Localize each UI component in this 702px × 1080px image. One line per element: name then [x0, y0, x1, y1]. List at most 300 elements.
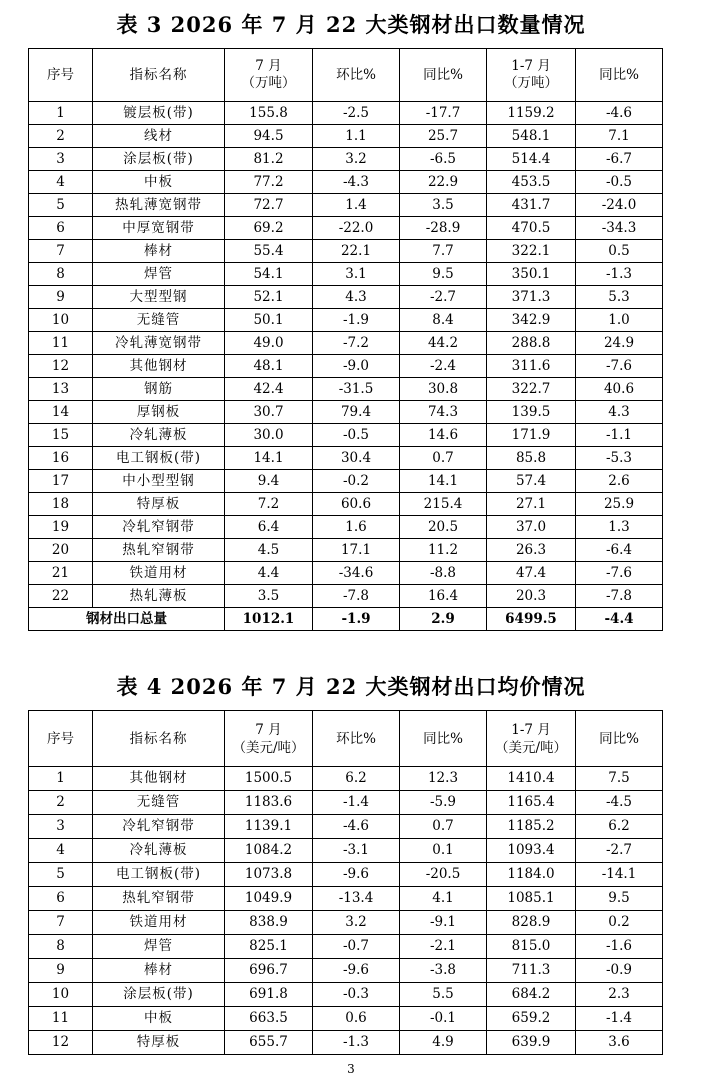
cell-ytd-yoy: -14.1 — [576, 863, 663, 887]
cell-seq: 9 — [29, 959, 93, 983]
cell-ytd: 288.8 — [487, 332, 576, 355]
table-row — [29, 493, 663, 516]
page-number: 3 — [347, 1062, 355, 1076]
cell-seq: 4 — [29, 839, 93, 863]
cell-seq: 20 — [29, 539, 93, 562]
cell-ytd: 659.2 — [487, 1007, 576, 1031]
table-row — [29, 983, 663, 1007]
header-yoy: 同比% — [400, 49, 487, 102]
cell-yoy: -28.9 — [400, 217, 487, 240]
total-month: 1012.1 — [225, 608, 313, 631]
header-name: 指标名称 — [93, 49, 225, 102]
table-row — [29, 286, 663, 309]
cell-yoy: 7.7 — [400, 240, 487, 263]
cell-mom: 3.2 — [313, 911, 400, 935]
cell-seq: 19 — [29, 516, 93, 539]
cell-ytd: 828.9 — [487, 911, 576, 935]
cell-ytd: 20.3 — [487, 585, 576, 608]
cell-name: 热轧薄板 — [93, 585, 225, 608]
table-row — [29, 863, 663, 887]
cell-seq: 3 — [29, 148, 93, 171]
cell-yoy: -0.1 — [400, 1007, 487, 1031]
cell-ytd-yoy: 6.2 — [576, 815, 663, 839]
cell-yoy: 14.1 — [400, 470, 487, 493]
table-row — [29, 447, 663, 470]
cell-mom: 1.4 — [313, 194, 400, 217]
table-row — [29, 125, 663, 148]
cell-name: 热轧窄钢带 — [93, 539, 225, 562]
cell-yoy: -5.9 — [400, 791, 487, 815]
table-row — [29, 470, 663, 493]
cell-mom: 17.1 — [313, 539, 400, 562]
cell-seq: 7 — [29, 911, 93, 935]
cell-month: 1084.2 — [225, 839, 313, 863]
cell-name: 大型型钢 — [93, 286, 225, 309]
cell-month: 52.1 — [225, 286, 313, 309]
table-row — [29, 1031, 663, 1055]
cell-yoy: 8.4 — [400, 309, 487, 332]
cell-name: 其他钢材 — [93, 767, 225, 791]
cell-seq: 16 — [29, 447, 93, 470]
table-row — [29, 332, 663, 355]
cell-ytd: 342.9 — [487, 309, 576, 332]
cell-ytd-yoy: 5.3 — [576, 286, 663, 309]
cell-mom: 0.6 — [313, 1007, 400, 1031]
cell-mom: -13.4 — [313, 887, 400, 911]
cell-seq: 4 — [29, 171, 93, 194]
cell-ytd-yoy: -5.3 — [576, 447, 663, 470]
cell-month: 48.1 — [225, 355, 313, 378]
cell-ytd-yoy: 0.5 — [576, 240, 663, 263]
cell-ytd-yoy: -1.4 — [576, 1007, 663, 1031]
cell-seq: 12 — [29, 1031, 93, 1055]
table-row — [29, 585, 663, 608]
table-row — [29, 171, 663, 194]
header-mom: 环比% — [313, 49, 400, 102]
cell-ytd-yoy: 24.9 — [576, 332, 663, 355]
cell-month: 49.0 — [225, 332, 313, 355]
cell-month: 663.5 — [225, 1007, 313, 1031]
cell-mom: -4.6 — [313, 815, 400, 839]
table-row — [29, 935, 663, 959]
table-row — [29, 401, 663, 424]
cell-yoy: 0.7 — [400, 815, 487, 839]
cell-yoy: 14.6 — [400, 424, 487, 447]
cell-seq: 1 — [29, 102, 93, 125]
cell-ytd-yoy: 4.3 — [576, 401, 663, 424]
cell-month: 4.4 — [225, 562, 313, 585]
cell-ytd-yoy: -1.3 — [576, 263, 663, 286]
cell-yoy: -8.8 — [400, 562, 487, 585]
total-ytd: 6499.5 — [487, 608, 576, 631]
cell-ytd: 322.7 — [487, 378, 576, 401]
cell-month: 1183.6 — [225, 791, 313, 815]
cell-yoy: -2.1 — [400, 935, 487, 959]
header-ytd-line2: （万吨） — [504, 75, 558, 91]
total-mom: -1.9 — [313, 608, 400, 631]
cell-seq: 12 — [29, 355, 93, 378]
cell-name: 中板 — [93, 1007, 225, 1031]
cell-mom: 22.1 — [313, 240, 400, 263]
table-row — [29, 240, 663, 263]
cell-ytd-yoy: -7.6 — [576, 562, 663, 585]
cell-seq: 17 — [29, 470, 93, 493]
cell-month: 9.4 — [225, 470, 313, 493]
table-row — [29, 309, 663, 332]
table-row — [29, 911, 663, 935]
cell-yoy: 16.4 — [400, 585, 487, 608]
cell-month: 72.7 — [225, 194, 313, 217]
cell-month: 655.7 — [225, 1031, 313, 1055]
cell-ytd-yoy: -0.5 — [576, 171, 663, 194]
cell-seq: 21 — [29, 562, 93, 585]
cell-mom: 3.2 — [313, 148, 400, 171]
cell-ytd: 1165.4 — [487, 791, 576, 815]
cell-month: 1049.9 — [225, 887, 313, 911]
total-ytd-yoy: -4.4 — [576, 608, 663, 631]
cell-mom: 4.3 — [313, 286, 400, 309]
cell-ytd-yoy: -4.6 — [576, 102, 663, 125]
cell-mom: -0.2 — [313, 470, 400, 493]
cell-month: 1073.8 — [225, 863, 313, 887]
cell-seq: 1 — [29, 767, 93, 791]
cell-month: 1139.1 — [225, 815, 313, 839]
cell-ytd-yoy: 1.3 — [576, 516, 663, 539]
header-month — [225, 49, 313, 102]
table-row — [29, 839, 663, 863]
cell-yoy: -20.5 — [400, 863, 487, 887]
cell-month: 94.5 — [225, 125, 313, 148]
table3-export-volume — [28, 48, 663, 631]
cell-name: 铁道用材 — [93, 562, 225, 585]
cell-seq: 18 — [29, 493, 93, 516]
table-row — [29, 1007, 663, 1031]
cell-ytd-yoy: -7.8 — [576, 585, 663, 608]
cell-seq: 15 — [29, 424, 93, 447]
cell-yoy: 20.5 — [400, 516, 487, 539]
cell-mom: -7.8 — [313, 585, 400, 608]
cell-seq: 10 — [29, 309, 93, 332]
table-row — [29, 767, 663, 791]
cell-ytd: 1410.4 — [487, 767, 576, 791]
cell-name: 厚钢板 — [93, 401, 225, 424]
cell-mom: -9.6 — [313, 959, 400, 983]
cell-ytd: 514.4 — [487, 148, 576, 171]
cell-ytd: 1159.2 — [487, 102, 576, 125]
cell-month: 54.1 — [225, 263, 313, 286]
cell-seq: 5 — [29, 194, 93, 217]
cell-ytd-yoy: 2.3 — [576, 983, 663, 1007]
header-ytd-line1: 1-7 月 — [511, 721, 551, 738]
cell-name: 电工钢板(带) — [93, 447, 225, 470]
cell-yoy: 74.3 — [400, 401, 487, 424]
cell-yoy: 0.1 — [400, 839, 487, 863]
header-mom: 环比% — [313, 711, 400, 767]
cell-mom: -1.3 — [313, 1031, 400, 1055]
cell-mom: -2.5 — [313, 102, 400, 125]
cell-name: 热轧窄钢带 — [93, 887, 225, 911]
cell-ytd: 47.4 — [487, 562, 576, 585]
cell-ytd-yoy: 9.5 — [576, 887, 663, 911]
table-row — [29, 539, 663, 562]
cell-name: 铁道用材 — [93, 911, 225, 935]
cell-name: 冷轧薄宽钢带 — [93, 332, 225, 355]
cell-mom: 3.1 — [313, 263, 400, 286]
cell-name: 特厚板 — [93, 493, 225, 516]
cell-mom: -0.3 — [313, 983, 400, 1007]
header-month — [225, 711, 313, 767]
header-seq: 序号 — [29, 711, 93, 767]
cell-seq: 7 — [29, 240, 93, 263]
cell-ytd: 431.7 — [487, 194, 576, 217]
cell-ytd: 470.5 — [487, 217, 576, 240]
table-row — [29, 148, 663, 171]
cell-ytd-yoy: -6.7 — [576, 148, 663, 171]
cell-name: 镀层板(带) — [93, 102, 225, 125]
cell-ytd-yoy: 25.9 — [576, 493, 663, 516]
cell-month: 30.0 — [225, 424, 313, 447]
cell-yoy: -2.7 — [400, 286, 487, 309]
cell-name: 中厚宽钢带 — [93, 217, 225, 240]
cell-mom: -3.1 — [313, 839, 400, 863]
table4-title: 表 4 2026 年 7 月 22 大类钢材出口均价情况 — [116, 674, 586, 699]
cell-ytd: 171.9 — [487, 424, 576, 447]
cell-ytd: 548.1 — [487, 125, 576, 148]
cell-mom: -0.5 — [313, 424, 400, 447]
cell-seq: 11 — [29, 1007, 93, 1031]
cell-month: 691.8 — [225, 983, 313, 1007]
cell-mom: -9.6 — [313, 863, 400, 887]
header-ytd — [487, 49, 576, 102]
cell-month: 14.1 — [225, 447, 313, 470]
cell-yoy: 9.5 — [400, 263, 487, 286]
cell-month: 81.2 — [225, 148, 313, 171]
cell-ytd-yoy: 0.2 — [576, 911, 663, 935]
cell-ytd: 1085.1 — [487, 887, 576, 911]
cell-ytd: 711.3 — [487, 959, 576, 983]
cell-mom: 30.4 — [313, 447, 400, 470]
table-row — [29, 378, 663, 401]
cell-yoy: 4.1 — [400, 887, 487, 911]
cell-seq: 6 — [29, 887, 93, 911]
cell-ytd-yoy: -1.6 — [576, 935, 663, 959]
header-month-line2: （万吨） — [241, 75, 296, 91]
cell-month: 7.2 — [225, 493, 313, 516]
cell-month: 4.5 — [225, 539, 313, 562]
header-yoy: 同比% — [400, 711, 487, 767]
cell-month: 696.7 — [225, 959, 313, 983]
cell-name: 热轧薄宽钢带 — [93, 194, 225, 217]
header-month-line1: 7 月 — [255, 58, 282, 74]
cell-yoy: 30.8 — [400, 378, 487, 401]
cell-name: 涂层板(带) — [93, 148, 225, 171]
table-row — [29, 959, 663, 983]
header-ytd-line1: 1-7 月 — [511, 58, 551, 74]
cell-name: 冷轧薄板 — [93, 839, 225, 863]
cell-ytd: 684.2 — [487, 983, 576, 1007]
cell-name: 棒材 — [93, 959, 225, 983]
table-row — [29, 516, 663, 539]
cell-ytd: 26.3 — [487, 539, 576, 562]
table3-header-row — [29, 49, 663, 102]
cell-ytd-yoy: 7.1 — [576, 125, 663, 148]
header-seq: 序号 — [29, 49, 93, 102]
table-row — [29, 263, 663, 286]
cell-name: 冷轧窄钢带 — [93, 516, 225, 539]
cell-name: 无缝管 — [93, 309, 225, 332]
cell-yoy: 3.5 — [400, 194, 487, 217]
cell-name: 焊管 — [93, 263, 225, 286]
cell-mom: 79.4 — [313, 401, 400, 424]
cell-mom: -34.6 — [313, 562, 400, 585]
cell-name: 线材 — [93, 125, 225, 148]
cell-name: 无缝管 — [93, 791, 225, 815]
cell-seq: 2 — [29, 791, 93, 815]
cell-name: 焊管 — [93, 935, 225, 959]
cell-mom: -1.4 — [313, 791, 400, 815]
cell-mom: -9.0 — [313, 355, 400, 378]
table4-header-row — [29, 711, 663, 767]
cell-month: 30.7 — [225, 401, 313, 424]
table-row — [29, 815, 663, 839]
cell-month: 42.4 — [225, 378, 313, 401]
total-yoy: 2.9 — [400, 608, 487, 631]
cell-yoy: -2.4 — [400, 355, 487, 378]
cell-mom: -7.2 — [313, 332, 400, 355]
cell-seq: 2 — [29, 125, 93, 148]
cell-yoy: 0.7 — [400, 447, 487, 470]
cell-name: 涂层板(带) — [93, 983, 225, 1007]
cell-month: 825.1 — [225, 935, 313, 959]
cell-yoy: 4.9 — [400, 1031, 487, 1055]
cell-seq: 13 — [29, 378, 93, 401]
table-row — [29, 102, 663, 125]
cell-yoy: 22.9 — [400, 171, 487, 194]
cell-ytd: 639.9 — [487, 1031, 576, 1055]
cell-seq: 6 — [29, 217, 93, 240]
header-ytd — [487, 711, 576, 767]
cell-ytd-yoy: 3.6 — [576, 1031, 663, 1055]
cell-month: 69.2 — [225, 217, 313, 240]
cell-mom: 60.6 — [313, 493, 400, 516]
table-row — [29, 355, 663, 378]
cell-seq: 10 — [29, 983, 93, 1007]
cell-yoy: 25.7 — [400, 125, 487, 148]
cell-month: 838.9 — [225, 911, 313, 935]
table3-total-row — [29, 608, 663, 631]
header-month-line2: （美元/吨） — [232, 739, 305, 756]
table-row — [29, 791, 663, 815]
cell-name: 棒材 — [93, 240, 225, 263]
table-row — [29, 194, 663, 217]
cell-ytd: 1185.2 — [487, 815, 576, 839]
cell-seq: 22 — [29, 585, 93, 608]
cell-seq: 9 — [29, 286, 93, 309]
cell-yoy: -17.7 — [400, 102, 487, 125]
cell-mom: 6.2 — [313, 767, 400, 791]
cell-mom: -0.7 — [313, 935, 400, 959]
cell-ytd-yoy: 1.0 — [576, 309, 663, 332]
cell-yoy: 5.5 — [400, 983, 487, 1007]
header-month-line1: 7 月 — [255, 721, 282, 738]
cell-mom: -31.5 — [313, 378, 400, 401]
cell-name: 特厚板 — [93, 1031, 225, 1055]
cell-mom: -4.3 — [313, 171, 400, 194]
cell-ytd: 37.0 — [487, 516, 576, 539]
table-row — [29, 424, 663, 447]
cell-month: 77.2 — [225, 171, 313, 194]
cell-ytd-yoy: 7.5 — [576, 767, 663, 791]
cell-ytd: 311.6 — [487, 355, 576, 378]
cell-yoy: -6.5 — [400, 148, 487, 171]
cell-ytd: 1093.4 — [487, 839, 576, 863]
total-name: 钢材出口总量 — [29, 608, 225, 631]
cell-ytd-yoy: -24.0 — [576, 194, 663, 217]
cell-seq: 8 — [29, 935, 93, 959]
table-row — [29, 217, 663, 240]
cell-seq: 5 — [29, 863, 93, 887]
cell-ytd-yoy: -2.7 — [576, 839, 663, 863]
cell-ytd: 27.1 — [487, 493, 576, 516]
cell-ytd-yoy: 2.6 — [576, 470, 663, 493]
cell-mom: -22.0 — [313, 217, 400, 240]
cell-ytd-yoy: -6.4 — [576, 539, 663, 562]
cell-ytd: 57.4 — [487, 470, 576, 493]
cell-ytd: 322.1 — [487, 240, 576, 263]
cell-name: 中板 — [93, 171, 225, 194]
cell-ytd-yoy: 40.6 — [576, 378, 663, 401]
cell-yoy: 11.2 — [400, 539, 487, 562]
cell-name: 电工钢板(带) — [93, 863, 225, 887]
cell-seq: 14 — [29, 401, 93, 424]
table3-title: 表 3 2026 年 7 月 22 大类钢材出口数量情况 — [116, 12, 586, 37]
cell-ytd-yoy: -34.3 — [576, 217, 663, 240]
cell-yoy: -3.8 — [400, 959, 487, 983]
cell-yoy: 12.3 — [400, 767, 487, 791]
cell-month: 155.8 — [225, 102, 313, 125]
cell-month: 55.4 — [225, 240, 313, 263]
cell-ytd: 85.8 — [487, 447, 576, 470]
cell-ytd: 371.3 — [487, 286, 576, 309]
cell-ytd-yoy: -0.9 — [576, 959, 663, 983]
cell-mom: 1.6 — [313, 516, 400, 539]
cell-ytd-yoy: -1.1 — [576, 424, 663, 447]
cell-mom: -1.9 — [313, 309, 400, 332]
cell-yoy: 44.2 — [400, 332, 487, 355]
cell-ytd-yoy: -7.6 — [576, 355, 663, 378]
cell-name: 冷轧窄钢带 — [93, 815, 225, 839]
cell-name: 其他钢材 — [93, 355, 225, 378]
cell-yoy: -9.1 — [400, 911, 487, 935]
cell-ytd: 139.5 — [487, 401, 576, 424]
table4-export-price — [28, 710, 663, 1055]
cell-ytd: 1184.0 — [487, 863, 576, 887]
cell-seq: 11 — [29, 332, 93, 355]
cell-ytd: 453.5 — [487, 171, 576, 194]
cell-seq: 8 — [29, 263, 93, 286]
cell-seq: 3 — [29, 815, 93, 839]
cell-ytd: 815.0 — [487, 935, 576, 959]
header-name: 指标名称 — [93, 711, 225, 767]
cell-mom: 1.1 — [313, 125, 400, 148]
header-ytd-line2: （美元/吨） — [494, 739, 568, 756]
cell-ytd-yoy: -4.5 — [576, 791, 663, 815]
cell-month: 50.1 — [225, 309, 313, 332]
cell-month: 6.4 — [225, 516, 313, 539]
table-row — [29, 887, 663, 911]
cell-month: 3.5 — [225, 585, 313, 608]
header-ytd-yoy: 同比% — [576, 49, 663, 102]
